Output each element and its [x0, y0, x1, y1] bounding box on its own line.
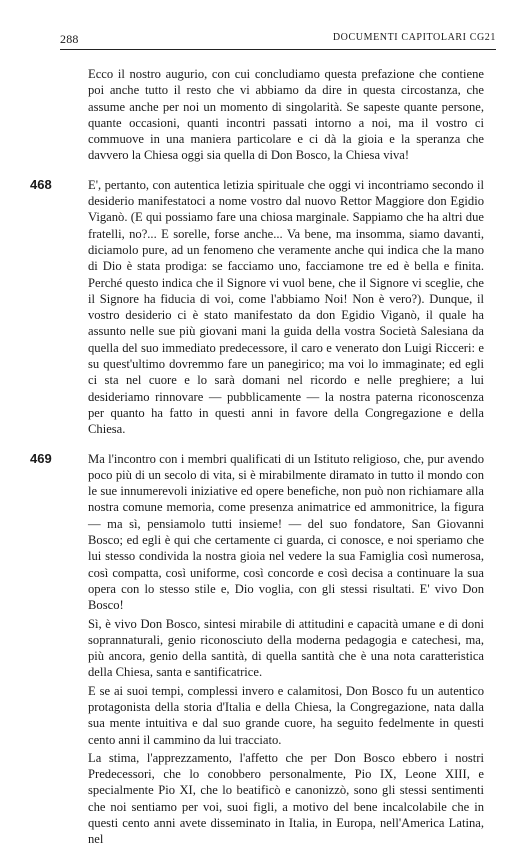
- paragraph-text: Sì, è vivo Don Bosco, sintesi mirabile di attitudini e capacità umane e di doni soprannaturali, genio riconosciuto della moderna pedagogia e catechesi, ma, più ancora, genio della santità, di quella santità che è una nota caratteristica della Chiesa, santa e santificatrice.: [88, 616, 484, 680]
- paragraph-intro: [88, 66, 484, 164]
- running-title: DOCUMENTI CAPITOLARI CG21: [332, 32, 496, 43]
- document-body: [30, 66, 484, 848]
- paragraph-don-bosco-vivo: [88, 616, 484, 681]
- paragraph-text: E se ai suoi tempi, complessi invero e calamitosi, Don Bosco fu un autentico protagonista della storia d'Italia e della Chiesa, la Congregazione, nata dalla sua mente intuitiva e dal suo grande cuore, ha seguito fedelmente in questi cento anni il cammino da lui tracciato.: [88, 683, 484, 747]
- page-number: 288: [60, 32, 79, 46]
- running-header: [60, 32, 496, 48]
- paragraph-protagonista: [88, 683, 484, 748]
- paragraph-text: La stima, l'apprezzamento, l'affetto che per Don Bosco ebbero i nostri Predecessori, che lo conobbero personalmente, Pio IX, Leone XIII, e specialmente Pio XI, che lo beatificò e canonizzò, sono gli stessi sentimenti che noi sentiamo per voi, suoi figli, a motivo del bene incalcolabile che in questi cento anni avete disseminato in Italia, in Europa, nell'America Latina, nel: [88, 750, 484, 847]
- paragraph-text: E', pertanto, con autentica letizia spirituale che oggi vi incontriamo secondo il desiderio manifestatoci a nome vostro dal nuovo Rettor Maggiore don Egidio Viganò. (E qui possiamo fare una chiosa marginale. Sappiamo che ha altri due fratelli, no?... E sorelle, forse anche... Va bene, ma insomma, siamo davanti, diciamolo pure, ad un fenomeno che veramente anche qui indica che la mano di Dio è stata prodiga: se facciamo uno, facciamone tre ed è bella e finita. Perché questo indica che il Signore vi vuol bene, che il Signore vi sceglie, che il Signore ha fiducia di voi, come l'abbiamo Noi! Non è vero?). Dunque, il vostro desiderio ci è stato manifestato da don Egidio Viganò, il quale ha assunto nelle sue più giovani mani la guida della vostra Società Salesiana da quella del suo immediato predecessore, il caro e venerato don Luigi Ricceri: e su quest'ultimo dovremmo fare un panegirico; ma voi lo immaginate; ed egli ci sta nel cuore e lo sarà domani nel ricordo e nelle preghiere; a lui desideriamo rinnovare — pubblicamente — la nostra paterna riconoscenza per quanto ha fatto in questi anni in favore della Congregazione e della Chiesa.: [88, 177, 484, 437]
- paragraph-468: [30, 176, 484, 438]
- paragraph-number: 469: [30, 450, 52, 466]
- paragraph-text: Ma l'incontro con i membri qualificati di un Istituto religioso, che, pur avendo poco più di un secolo di vita, si è mirabilmente diramato in tutto il mondo con le sue innumerevoli iniziative ed opere benefiche, non può non richiamare alla nostra comune memoria, come presenza animatrice ed ammonitrice, la figura — ma sì, pensiamolo tutti insieme! — del suo fondatore, San Giovanni Bosco; ed egli è qui che certamente ci guarda, ci conosce, e noi speriamo che lui stesso condivida la nostra gioia nel vedere la sua Famiglia così numerosa, così compatta, così uniforme, così concorde e così decisa a continuare la sua opera con lo stesso stile e, Dio voglia, con gli stessi risultati. E' vivo Don Bosco!: [88, 451, 484, 613]
- paragraph-stima: [88, 750, 484, 848]
- paragraph-text: Ecco il nostro augurio, con cui concludiamo questa prefazione che contiene poi anche tutto il resto che vi abbiamo da dire in questa circostanza, che assume anche per noi un momento di singolarità. Se sapeste quante persone, quante occasioni, quanti incontri passati intorno a noi, ma il vostro ci commuove in una maniera particolare e ci dà la gioia e la speranza che davvero la Chiesa oggi sia quella di Don Bosco, la Chiesa viva!: [88, 67, 484, 163]
- header-rule: [60, 49, 496, 50]
- paragraph-number: 468: [30, 176, 52, 192]
- paragraph-469: [30, 450, 484, 614]
